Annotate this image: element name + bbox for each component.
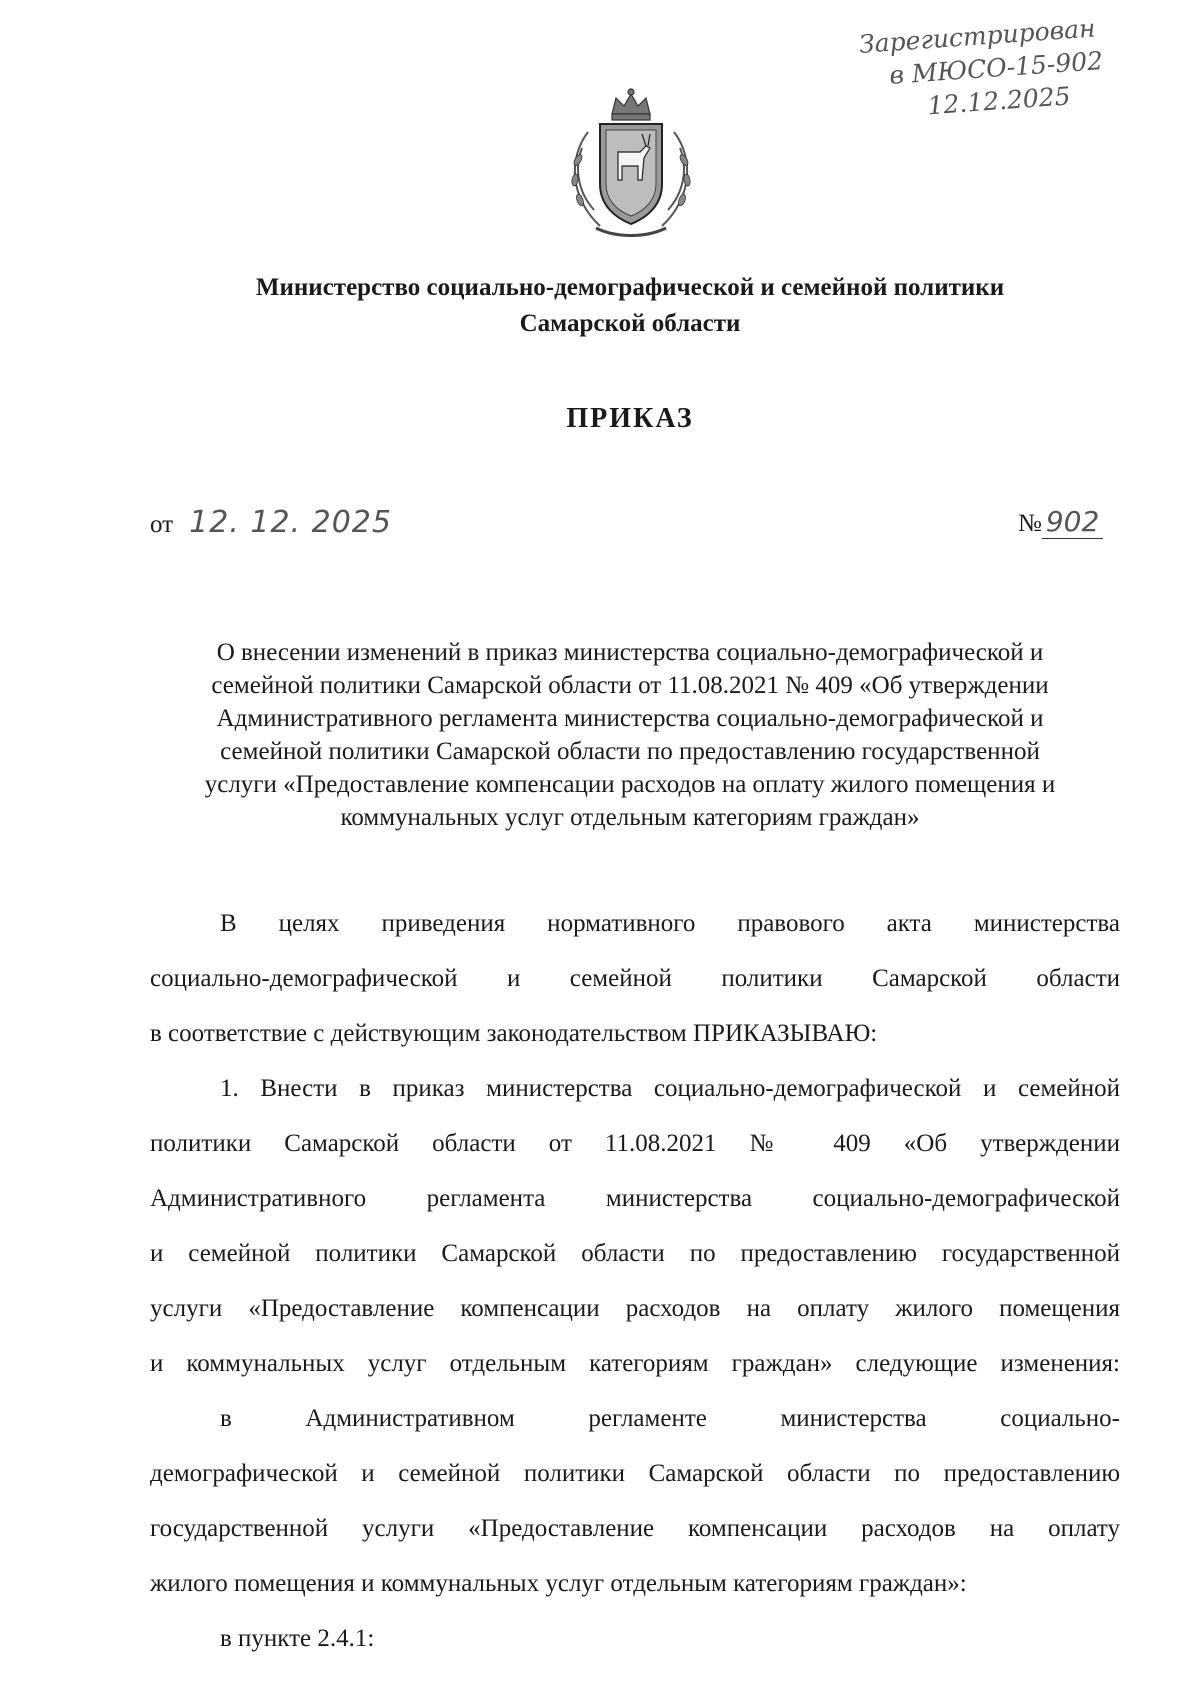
document-body [150,896,1120,1666]
body-line: в соответствие с действующим законодательством ПРИКАЗЫВАЮ: [150,1020,878,1047]
ministry-title-line: Министерство социально-демографической и семейной политики [255,274,1005,301]
subject-line: О внесении изменений в приказ министерства социально-демографической и [216,639,1044,666]
body-line: и семейной политики Самарской области по предоставлению государственной [150,1240,1120,1267]
body-line: в Административном регламенте министерства социально- [220,1405,1120,1432]
document-type-heading: ПРИКАЗ [566,403,694,434]
subject-line: услуги «Предоставление компенсации расходов на оплату жилого помещения и [204,771,1056,798]
number-prefix: № [1018,510,1042,537]
registration-note-line: в МЮСО-15-902 [888,46,1104,90]
coat-of-arms-emblem-icon [560,88,702,240]
subject-line: коммунальных услуг отдельным категориям граждан» [340,804,920,831]
registration-handwritten-note [858,6,1174,126]
subject-line: семейной политики Самарской области по предоставлению государственной [220,738,1040,765]
body-line: Административного регламента министерства социально-демографической [150,1185,1120,1212]
date-prefix: от [150,511,174,538]
date-value: 12. 12. 2025 [189,505,392,540]
number-value: 902 [1042,505,1103,539]
body-line: В целях приведения нормативного правового акта министерства [220,910,1120,937]
body-line: политики Самарской области от 11.08.2021 № 409 «Об утверждении [150,1130,1120,1157]
body-line: и коммунальных услуг отдельным категориям граждан» следующие изменения: [150,1350,1120,1377]
subject-line: Административного регламента министерства социально-демографической и [216,705,1044,732]
registration-note-line: 12.12.2025 [926,81,1072,121]
body-line: в пункте 2.4.1: [220,1625,375,1652]
body-line: государственной услуги «Предоставление компенсации расходов на оплату [150,1515,1120,1542]
body-line: услуги «Предоставление компенсации расходов на оплату жилого помещения [150,1295,1120,1322]
ministry-title [150,270,1110,342]
body-line: демографической и семейной политики Самарской области по предоставлению [150,1460,1120,1487]
subject-line: семейной политики Самарской области от 11.08.2021 № 409 «Об утверждении [211,672,1049,699]
document-number [1018,505,1103,538]
document-date [150,505,392,540]
body-line: 1. Внести в приказ министерства социально-демографической и семейной [220,1075,1120,1102]
document-subject [140,636,1120,834]
registration-note-line: Зарегистрирован [858,13,1097,59]
ministry-title-line: Самарской области [519,310,741,337]
body-line: социально-демографической и семейной политики Самарской области [150,965,1120,992]
body-line: жилого помещения и коммунальных услуг отдельным категориям граждан»: [150,1570,967,1597]
